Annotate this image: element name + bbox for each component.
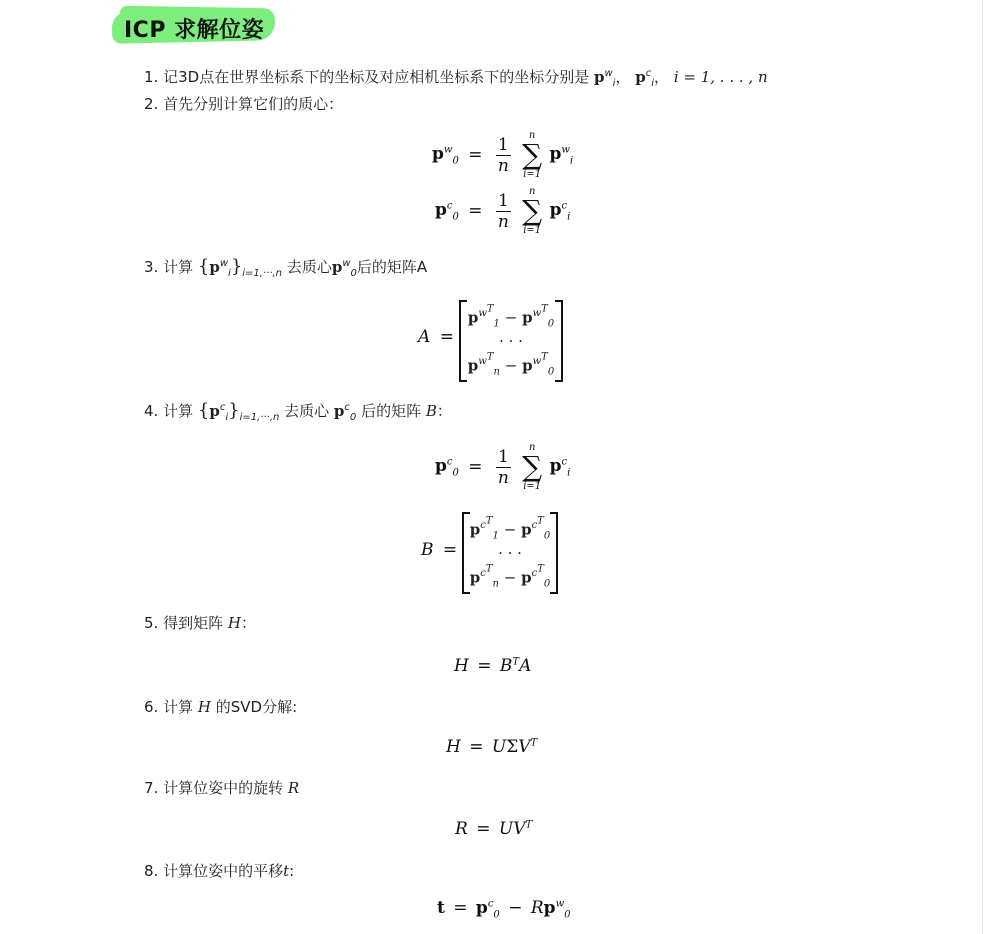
item-number: 1. xyxy=(144,68,159,86)
math-operator: = xyxy=(476,819,491,839)
list-item xyxy=(144,93,343,114)
math-sub: 1 xyxy=(492,530,499,542)
equation-translation xyxy=(437,898,571,920)
matrix-b xyxy=(462,512,558,590)
equation-centroid-w xyxy=(432,130,573,180)
math-sup: T xyxy=(486,304,494,315)
item-text: 首先分别计算它们的质心： xyxy=(163,95,344,113)
item-number: 4. xyxy=(144,402,159,420)
math-sub: 0 xyxy=(452,467,459,479)
item-text: 得到矩阵 xyxy=(163,614,224,632)
math-sub: i=1,···,n xyxy=(239,412,280,423)
math-sub: 0 xyxy=(547,318,555,330)
math-operator: = xyxy=(468,145,483,165)
math-sup: w xyxy=(532,308,542,320)
item-number: 7. xyxy=(144,779,159,797)
item-text: 计算位姿中的平移 xyxy=(163,862,284,880)
math-operator: = xyxy=(468,201,483,221)
math-symbol: p xyxy=(522,308,533,327)
item-number: 5. xyxy=(144,614,159,632)
math-symbol: p xyxy=(635,68,646,86)
math-sup: w xyxy=(478,356,487,368)
math-symbol: p xyxy=(467,308,479,327)
math-sup: T xyxy=(530,737,538,749)
matrix-dots: . . . xyxy=(499,328,523,346)
item-text: : xyxy=(289,862,295,880)
matrix-row xyxy=(459,352,563,377)
math-sub: 0 xyxy=(543,578,551,590)
math-var: B xyxy=(425,402,437,420)
math-sub: n xyxy=(493,366,500,378)
math-var: R xyxy=(287,779,300,797)
frac-den: n xyxy=(497,211,509,232)
math-sub: 0 xyxy=(493,909,500,921)
math-brace: } xyxy=(228,400,240,421)
item-text: 计算 xyxy=(163,698,194,716)
matrix-row xyxy=(462,516,558,541)
math-sub: i xyxy=(651,78,655,89)
math-sup: c xyxy=(446,456,453,468)
math-sup: c xyxy=(344,402,350,413)
item-text: 后的矩阵 xyxy=(361,402,422,420)
frac-den: n xyxy=(497,467,509,488)
math-symbol: p xyxy=(209,258,220,276)
item-text: 计算 xyxy=(163,402,194,420)
math-sub: n xyxy=(492,578,499,590)
math-operator: − xyxy=(504,356,518,375)
sum-bottom: i=1 xyxy=(523,225,542,236)
math-symbol: p xyxy=(432,143,444,164)
math-sup: c xyxy=(645,68,652,79)
math-symbol: p xyxy=(435,455,447,476)
math-var: H xyxy=(446,737,461,757)
item-text: ： xyxy=(436,402,452,420)
math-sup: w xyxy=(443,144,453,156)
math-symbol: p xyxy=(475,898,488,918)
sum-bottom: i=1 xyxy=(523,481,542,492)
list-item xyxy=(144,400,452,423)
list-item xyxy=(144,256,427,279)
math-sup: c xyxy=(561,200,568,212)
sum-sigma: ∑ xyxy=(522,450,543,483)
math-sub: 1 xyxy=(493,318,500,330)
sum-top: n xyxy=(528,442,536,453)
math-symbol: p xyxy=(469,520,481,539)
page-edge xyxy=(982,0,983,934)
item-text: 的SVD分解: xyxy=(215,698,298,716)
math-sub: i xyxy=(567,211,571,223)
item-number: 3. xyxy=(144,258,159,276)
math-sup: w xyxy=(342,258,351,269)
list-item xyxy=(144,777,299,798)
math-sup: w xyxy=(532,356,542,368)
frac-num: 1 xyxy=(497,134,509,155)
equation-h xyxy=(454,656,531,676)
item-number: 2. xyxy=(144,95,159,113)
math-operator: = xyxy=(468,457,483,477)
math-sup: T xyxy=(486,352,494,363)
math-sup: w xyxy=(219,258,229,269)
math-symbol: t xyxy=(437,898,445,918)
math-operator: = xyxy=(469,737,484,757)
math-var: H xyxy=(197,698,211,716)
math-symbol: p xyxy=(593,68,605,86)
sum-top: n xyxy=(528,130,536,141)
math-sup: w xyxy=(561,144,570,156)
list-item xyxy=(144,66,768,89)
math-symbol: p xyxy=(543,898,556,918)
math-sub: i xyxy=(225,412,229,423)
item-sep: ， xyxy=(615,68,631,86)
matrix-row xyxy=(462,564,558,589)
matrix-label-a xyxy=(418,327,454,347)
math-symbol: p xyxy=(549,199,562,220)
math-symbol: p xyxy=(331,258,343,276)
equation-centroid-c-repeat xyxy=(435,442,570,492)
math-var: A xyxy=(519,656,532,676)
frac-num: 1 xyxy=(497,190,509,211)
sum-top: n xyxy=(528,186,536,197)
list-item xyxy=(144,696,297,717)
math-sup: w xyxy=(478,308,487,320)
math-sub: 0 xyxy=(547,366,555,378)
item-sep: ， xyxy=(654,68,670,86)
item-text: 记3D点在世界坐标系下的坐标及对应相机坐标系下的坐标分别是 xyxy=(163,68,590,86)
math-var: H xyxy=(227,614,241,632)
math-sub: i xyxy=(228,268,231,279)
equation-svd xyxy=(446,737,537,757)
item-text: 去质心 xyxy=(284,402,330,420)
item-text: 去质心 xyxy=(286,258,332,276)
math-sup: T xyxy=(541,352,548,363)
page-title: ICP 求解位姿 xyxy=(124,18,265,43)
math-var: B xyxy=(421,540,434,560)
math-sub: i=1,···,n xyxy=(242,268,283,279)
list-item xyxy=(144,860,294,881)
math-var: V xyxy=(513,819,526,839)
math-sub: 0 xyxy=(350,268,357,279)
math-symbol: p xyxy=(522,356,533,375)
math-sub: 0 xyxy=(452,155,459,167)
math-sup: c xyxy=(219,402,226,413)
math-symbol: p xyxy=(467,356,479,375)
math-sup: T xyxy=(525,819,533,831)
math-sub: 0 xyxy=(543,530,551,542)
math-sub: i xyxy=(612,78,616,89)
math-sup: T xyxy=(485,564,493,575)
math-sub: 0 xyxy=(452,211,459,223)
math-sup: T xyxy=(541,304,548,315)
math-symbol: p xyxy=(521,520,532,539)
item-text: 计算位姿中的旋转 xyxy=(163,779,284,797)
math-brace: { xyxy=(197,400,210,421)
math-brace: { xyxy=(197,256,210,277)
math-sup: c xyxy=(480,520,486,532)
math-sup: T xyxy=(537,564,544,575)
math-operator: = xyxy=(453,898,468,918)
math-operator: = xyxy=(477,656,492,676)
math-var: R xyxy=(530,898,544,918)
math-operator: − xyxy=(508,898,523,918)
sum-sigma: ∑ xyxy=(522,194,543,227)
equation-centroid-c xyxy=(435,186,570,236)
math-sub: 0 xyxy=(564,909,571,921)
math-var: V xyxy=(518,737,531,757)
math-sub: i xyxy=(569,155,574,167)
math-var: B xyxy=(499,656,513,676)
item-number: 8. xyxy=(144,862,159,880)
math-sup: c xyxy=(531,520,538,532)
sum-bottom: i=1 xyxy=(523,169,542,180)
math-sup: w xyxy=(604,68,613,79)
math-symbol: p xyxy=(209,402,220,420)
math-operator: − xyxy=(503,568,517,587)
math-var: R xyxy=(455,819,468,839)
math-sup: c xyxy=(561,456,568,468)
list-item xyxy=(144,612,256,633)
math-var: A xyxy=(418,327,431,347)
math-operator: = xyxy=(442,540,458,560)
math-brace: } xyxy=(230,256,243,277)
math-sup: c xyxy=(487,898,494,910)
math-sup: T xyxy=(485,516,493,527)
item-text: ： xyxy=(240,614,256,632)
section-heading xyxy=(112,6,277,46)
math-sup: T xyxy=(537,516,544,527)
math-var: U xyxy=(491,737,507,757)
math-var: Σ xyxy=(506,737,519,757)
math-symbol: p xyxy=(333,402,345,420)
math-sup: c xyxy=(446,200,453,212)
math-sup: T xyxy=(512,656,520,668)
math-var: U xyxy=(498,819,514,839)
math-range: i = 1, . . . , n xyxy=(673,68,768,86)
matrix-label-b xyxy=(421,540,457,560)
math-symbol: p xyxy=(435,199,447,220)
math-sup: c xyxy=(480,568,486,580)
item-text: 后的矩阵A xyxy=(356,258,428,276)
math-symbol: p xyxy=(549,455,562,476)
math-operator: − xyxy=(503,520,517,539)
item-number: 6. xyxy=(144,698,159,716)
equation-rotation xyxy=(455,819,532,839)
math-symbol: p xyxy=(521,568,532,587)
math-sup: w xyxy=(555,898,565,910)
matrix-dots: . . . xyxy=(498,540,522,558)
frac-den: n xyxy=(497,155,509,176)
item-text: 计算 xyxy=(163,258,194,276)
math-sup: c xyxy=(531,568,538,580)
math-sub: 0 xyxy=(349,412,357,423)
math-var: t xyxy=(283,862,290,880)
math-sub: i xyxy=(567,467,571,479)
math-symbol: p xyxy=(549,143,562,164)
math-operator: = xyxy=(439,327,454,347)
math-operator: − xyxy=(504,308,518,327)
matrix-row xyxy=(459,304,563,329)
math-symbol: p xyxy=(469,568,481,587)
math-var: H xyxy=(454,656,469,676)
sum-sigma: ∑ xyxy=(522,138,543,171)
frac-num: 1 xyxy=(497,446,509,467)
matrix-a xyxy=(459,300,563,378)
